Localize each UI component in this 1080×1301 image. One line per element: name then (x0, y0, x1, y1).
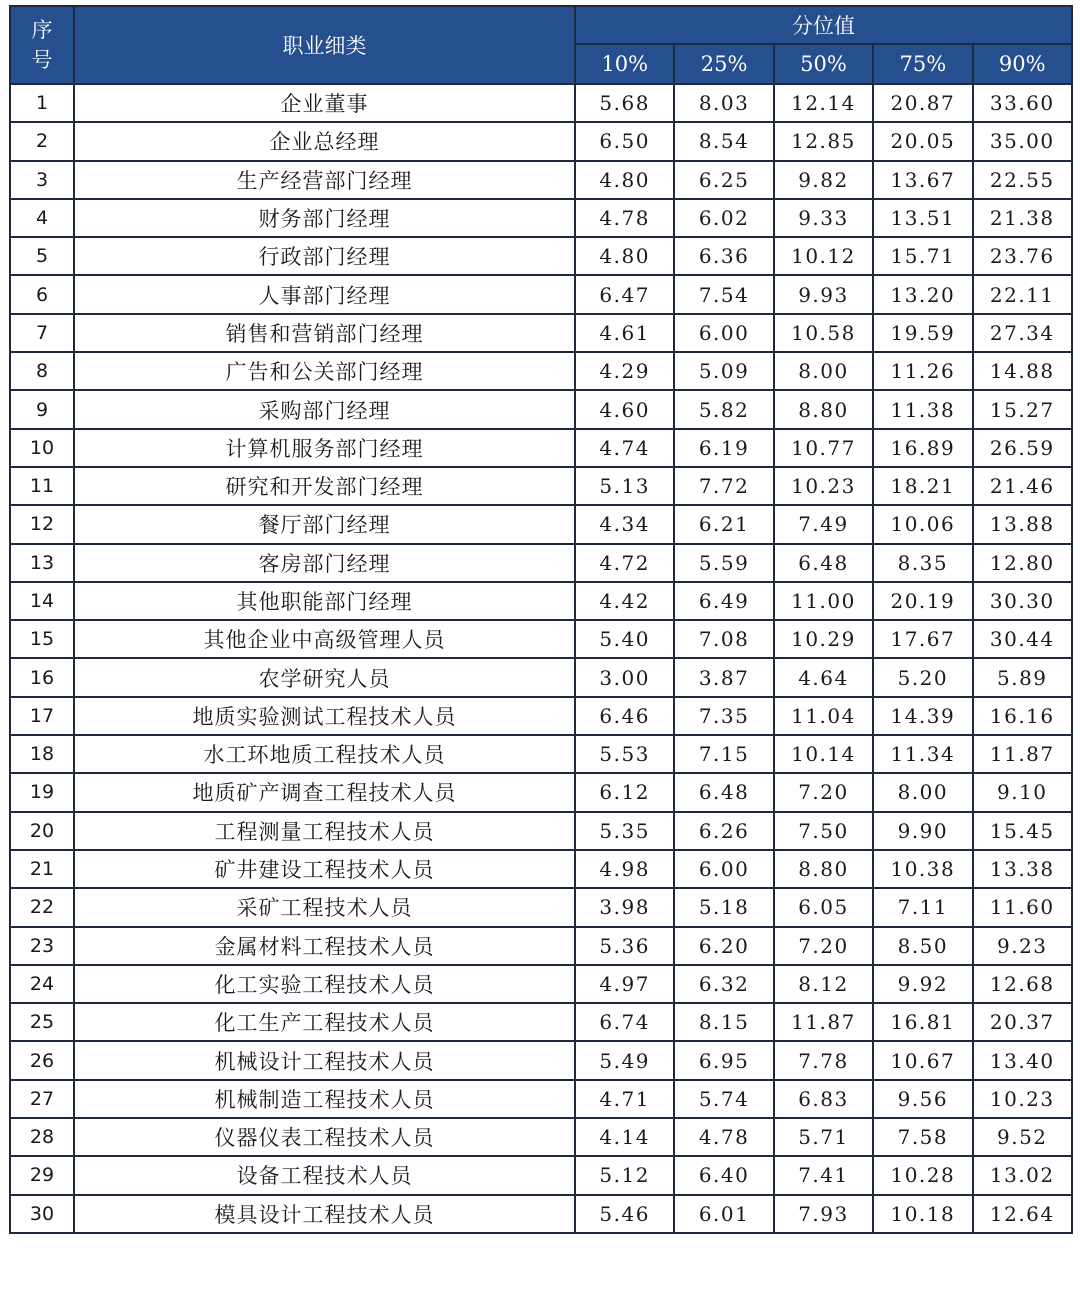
occupation-name: 人事部门经理 (74, 275, 575, 313)
percentile-value: 9.93 (774, 275, 873, 313)
percentile-header-2: 50% (774, 44, 873, 84)
table-row (10, 199, 1072, 237)
table-row (10, 505, 1072, 543)
table-row (10, 1041, 1072, 1079)
percentile-value: 13.02 (973, 1156, 1072, 1194)
percentile-value: 9.90 (873, 812, 972, 850)
percentile-value: 9.23 (973, 927, 1072, 965)
table-row (10, 429, 1072, 467)
row-index: 2 (10, 122, 74, 160)
occupation-name: 水工环地质工程技术人员 (74, 735, 575, 773)
occupation-name: 行政部门经理 (74, 237, 575, 275)
row-index: 22 (10, 888, 74, 926)
percentile-value: 4.98 (575, 850, 674, 888)
table-header (10, 6, 1072, 84)
row-index: 5 (10, 237, 74, 275)
percentile-value: 8.00 (774, 352, 873, 390)
percentile-value: 16.16 (973, 697, 1072, 735)
occupation-column-header: 职业细类 (74, 6, 575, 84)
row-index: 25 (10, 1003, 74, 1041)
percentile-value: 6.95 (674, 1041, 773, 1079)
occupation-name: 金属材料工程技术人员 (74, 927, 575, 965)
percentile-value: 4.71 (575, 1080, 674, 1118)
percentile-value: 6.00 (674, 314, 773, 352)
percentile-value: 8.54 (674, 122, 773, 160)
percentile-value: 6.48 (674, 773, 773, 811)
percentile-value: 22.55 (973, 161, 1072, 199)
table-row (10, 352, 1072, 390)
percentile-value: 8.35 (873, 544, 972, 582)
percentile-value: 5.12 (575, 1156, 674, 1194)
percentile-value: 11.00 (774, 582, 873, 620)
table-row (10, 1195, 1072, 1233)
percentile-value: 9.92 (873, 965, 972, 1003)
occupation-name: 模具设计工程技术人员 (74, 1195, 575, 1233)
percentile-value: 6.00 (674, 850, 773, 888)
percentile-value: 5.40 (575, 620, 674, 658)
percentile-value: 7.93 (774, 1195, 873, 1233)
table-row (10, 1003, 1072, 1041)
percentile-value: 4.34 (575, 505, 674, 543)
row-index: 19 (10, 773, 74, 811)
percentile-value: 11.38 (873, 390, 972, 428)
percentile-value: 6.40 (674, 1156, 773, 1194)
percentile-value: 9.82 (774, 161, 873, 199)
percentile-value: 4.72 (575, 544, 674, 582)
percentile-value: 10.23 (774, 467, 873, 505)
occupation-name: 化工实验工程技术人员 (74, 965, 575, 1003)
percentile-value: 6.26 (674, 812, 773, 850)
percentile-value: 4.61 (575, 314, 674, 352)
occupation-name: 矿井建设工程技术人员 (74, 850, 575, 888)
percentile-value: 5.74 (674, 1080, 773, 1118)
percentile-value: 3.00 (575, 658, 674, 696)
table-row (10, 697, 1072, 735)
percentile-value: 15.71 (873, 237, 972, 275)
row-index: 1 (10, 84, 74, 122)
percentile-value: 11.34 (873, 735, 972, 773)
table-row (10, 467, 1072, 505)
percentile-value: 23.76 (973, 237, 1072, 275)
percentile-value: 4.78 (575, 199, 674, 237)
percentile-value: 4.29 (575, 352, 674, 390)
percentile-value: 18.21 (873, 467, 972, 505)
percentile-value: 30.44 (973, 620, 1072, 658)
row-index: 11 (10, 467, 74, 505)
row-index: 27 (10, 1080, 74, 1118)
table-row (10, 544, 1072, 582)
row-index: 12 (10, 505, 74, 543)
percentile-value: 8.00 (873, 773, 972, 811)
percentile-value: 13.51 (873, 199, 972, 237)
percentile-value: 4.74 (575, 429, 674, 467)
occupation-name: 企业总经理 (74, 122, 575, 160)
occupation-name: 机械设计工程技术人员 (74, 1041, 575, 1079)
percentile-group-header: 分位值 (575, 6, 1072, 44)
occupation-name: 地质矿产调查工程技术人员 (74, 773, 575, 811)
percentile-value: 14.39 (873, 697, 972, 735)
table-row (10, 888, 1072, 926)
occupation-name: 计算机服务部门经理 (74, 429, 575, 467)
percentile-value: 10.77 (774, 429, 873, 467)
percentile-value: 10.58 (774, 314, 873, 352)
percentile-value: 6.02 (674, 199, 773, 237)
percentile-value: 4.42 (575, 582, 674, 620)
percentile-value: 27.34 (973, 314, 1072, 352)
table-row (10, 314, 1072, 352)
percentile-value: 7.11 (873, 888, 972, 926)
row-index: 24 (10, 965, 74, 1003)
percentile-value: 5.18 (674, 888, 773, 926)
percentile-value: 8.03 (674, 84, 773, 122)
occupation-name: 销售和营销部门经理 (74, 314, 575, 352)
percentile-value: 7.15 (674, 735, 773, 773)
occupation-name: 工程测量工程技术人员 (74, 812, 575, 850)
percentile-value: 9.52 (973, 1118, 1072, 1156)
percentile-value: 6.05 (774, 888, 873, 926)
occupation-name: 采矿工程技术人员 (74, 888, 575, 926)
percentile-value: 30.30 (973, 582, 1072, 620)
row-index: 21 (10, 850, 74, 888)
percentile-value: 7.08 (674, 620, 773, 658)
percentile-value: 20.05 (873, 122, 972, 160)
percentile-value: 26.59 (973, 429, 1072, 467)
occupation-name: 其他职能部门经理 (74, 582, 575, 620)
row-index: 17 (10, 697, 74, 735)
table-row (10, 1118, 1072, 1156)
percentile-value: 12.80 (973, 544, 1072, 582)
table-row (10, 620, 1072, 658)
percentile-value: 13.40 (973, 1041, 1072, 1079)
table-body (10, 84, 1072, 1233)
percentile-value: 6.21 (674, 505, 773, 543)
percentile-value: 9.33 (774, 199, 873, 237)
percentile-header-0: 10% (575, 44, 674, 84)
percentile-value: 9.10 (973, 773, 1072, 811)
occupation-name: 企业董事 (74, 84, 575, 122)
percentile-value: 5.71 (774, 1118, 873, 1156)
percentile-value: 22.11 (973, 275, 1072, 313)
percentile-value: 4.78 (674, 1118, 773, 1156)
percentile-value: 7.49 (774, 505, 873, 543)
percentile-value: 33.60 (973, 84, 1072, 122)
percentile-value: 4.97 (575, 965, 674, 1003)
percentile-value: 4.80 (575, 237, 674, 275)
index-header-line1: 序 (31, 18, 53, 42)
occupation-name: 机械制造工程技术人员 (74, 1080, 575, 1118)
occupation-name: 农学研究人员 (74, 658, 575, 696)
row-index: 28 (10, 1118, 74, 1156)
percentile-header-4: 90% (973, 44, 1072, 84)
row-index: 13 (10, 544, 74, 582)
percentile-value: 7.41 (774, 1156, 873, 1194)
row-index: 23 (10, 927, 74, 965)
table-row (10, 237, 1072, 275)
table-row (10, 965, 1072, 1003)
row-index: 26 (10, 1041, 74, 1079)
table-row (10, 275, 1072, 313)
percentile-value: 11.87 (973, 735, 1072, 773)
percentile-value: 6.32 (674, 965, 773, 1003)
percentile-value: 4.64 (774, 658, 873, 696)
percentile-value: 6.12 (575, 773, 674, 811)
percentile-value: 8.12 (774, 965, 873, 1003)
percentile-value: 6.48 (774, 544, 873, 582)
percentile-value: 8.80 (774, 390, 873, 428)
percentile-value: 10.06 (873, 505, 972, 543)
percentile-value: 4.14 (575, 1118, 674, 1156)
row-index: 16 (10, 658, 74, 696)
percentile-value: 11.04 (774, 697, 873, 735)
percentile-header-3: 75% (873, 44, 972, 84)
percentile-value: 15.27 (973, 390, 1072, 428)
percentile-value: 16.81 (873, 1003, 972, 1041)
percentile-value: 11.87 (774, 1003, 873, 1041)
row-index: 7 (10, 314, 74, 352)
row-index: 8 (10, 352, 74, 390)
table-row (10, 1080, 1072, 1118)
occupation-name: 其他企业中高级管理人员 (74, 620, 575, 658)
percentile-value: 6.49 (674, 582, 773, 620)
percentile-value: 10.29 (774, 620, 873, 658)
percentile-value: 3.98 (575, 888, 674, 926)
percentile-value: 21.46 (973, 467, 1072, 505)
percentile-value: 8.50 (873, 927, 972, 965)
occupation-name: 生产经营部门经理 (74, 161, 575, 199)
percentile-value: 35.00 (973, 122, 1072, 160)
percentile-value: 6.47 (575, 275, 674, 313)
percentile-value: 13.88 (973, 505, 1072, 543)
row-index: 6 (10, 275, 74, 313)
percentile-value: 6.83 (774, 1080, 873, 1118)
occupation-name: 化工生产工程技术人员 (74, 1003, 575, 1041)
percentile-value: 14.88 (973, 352, 1072, 390)
row-index: 14 (10, 582, 74, 620)
table-row (10, 84, 1072, 122)
occupation-name: 仪器仪表工程技术人员 (74, 1118, 575, 1156)
percentile-value: 4.80 (575, 161, 674, 199)
occupation-name: 采购部门经理 (74, 390, 575, 428)
percentile-value: 5.89 (973, 658, 1072, 696)
percentile-value: 7.58 (873, 1118, 972, 1156)
row-index: 9 (10, 390, 74, 428)
table-row (10, 812, 1072, 850)
percentile-value: 15.45 (973, 812, 1072, 850)
percentile-value: 11.26 (873, 352, 972, 390)
percentile-value: 4.60 (575, 390, 674, 428)
percentile-value: 20.87 (873, 84, 972, 122)
percentile-value: 12.85 (774, 122, 873, 160)
percentile-value: 6.74 (575, 1003, 674, 1041)
percentile-value: 16.89 (873, 429, 972, 467)
percentile-value: 6.50 (575, 122, 674, 160)
row-index: 15 (10, 620, 74, 658)
table-row (10, 735, 1072, 773)
table-row (10, 582, 1072, 620)
percentile-value: 6.19 (674, 429, 773, 467)
occupation-name: 设备工程技术人员 (74, 1156, 575, 1194)
row-index: 20 (10, 812, 74, 850)
percentile-value: 8.15 (674, 1003, 773, 1041)
row-index: 4 (10, 199, 74, 237)
table-row (10, 927, 1072, 965)
row-index: 29 (10, 1156, 74, 1194)
percentile-value: 10.18 (873, 1195, 972, 1233)
percentile-value: 5.09 (674, 352, 773, 390)
table-row (10, 161, 1072, 199)
wage-percentile-table (9, 5, 1073, 1234)
percentile-value: 5.20 (873, 658, 972, 696)
percentile-value: 21.38 (973, 199, 1072, 237)
percentile-value: 5.68 (575, 84, 674, 122)
percentile-value: 5.59 (674, 544, 773, 582)
percentile-value: 5.35 (575, 812, 674, 850)
percentile-value: 20.19 (873, 582, 972, 620)
table-row (10, 773, 1072, 811)
percentile-value: 7.54 (674, 275, 773, 313)
percentile-value: 7.78 (774, 1041, 873, 1079)
row-index: 18 (10, 735, 74, 773)
percentile-value: 17.67 (873, 620, 972, 658)
percentile-value: 9.56 (873, 1080, 972, 1118)
percentile-value: 7.20 (774, 927, 873, 965)
index-header-line2: 号 (31, 48, 53, 72)
percentile-value: 3.87 (674, 658, 773, 696)
table-row (10, 658, 1072, 696)
table-row (10, 390, 1072, 428)
percentile-value: 8.80 (774, 850, 873, 888)
percentile-value: 10.28 (873, 1156, 972, 1194)
percentile-value: 19.59 (873, 314, 972, 352)
percentile-value: 10.23 (973, 1080, 1072, 1118)
occupation-name: 餐厅部门经理 (74, 505, 575, 543)
percentile-value: 6.46 (575, 697, 674, 735)
percentile-value: 20.37 (973, 1003, 1072, 1041)
percentile-value: 6.01 (674, 1195, 773, 1233)
occupation-name: 地质实验测试工程技术人员 (74, 697, 575, 735)
table-row (10, 1156, 1072, 1194)
index-column-header (10, 6, 74, 84)
occupation-name: 研究和开发部门经理 (74, 467, 575, 505)
percentile-value: 13.38 (973, 850, 1072, 888)
percentile-value: 7.72 (674, 467, 773, 505)
percentile-value: 12.68 (973, 965, 1072, 1003)
percentile-value: 5.46 (575, 1195, 674, 1233)
row-index: 10 (10, 429, 74, 467)
percentile-value: 13.67 (873, 161, 972, 199)
percentile-value: 12.64 (973, 1195, 1072, 1233)
percentile-value: 6.20 (674, 927, 773, 965)
percentile-value: 5.36 (575, 927, 674, 965)
percentile-value: 5.49 (575, 1041, 674, 1079)
percentile-header-1: 25% (674, 44, 773, 84)
percentile-value: 11.60 (973, 888, 1072, 926)
percentile-value: 7.35 (674, 697, 773, 735)
percentile-value: 5.82 (674, 390, 773, 428)
percentile-value: 6.36 (674, 237, 773, 275)
percentile-value: 6.25 (674, 161, 773, 199)
percentile-value: 10.14 (774, 735, 873, 773)
percentile-value: 5.13 (575, 467, 674, 505)
row-index: 3 (10, 161, 74, 199)
percentile-value: 13.20 (873, 275, 972, 313)
percentile-value: 7.20 (774, 773, 873, 811)
header-row-top (10, 6, 1072, 44)
occupation-name: 客房部门经理 (74, 544, 575, 582)
percentile-value: 5.53 (575, 735, 674, 773)
occupation-name: 财务部门经理 (74, 199, 575, 237)
percentile-value: 10.12 (774, 237, 873, 275)
occupation-name: 广告和公关部门经理 (74, 352, 575, 390)
row-index: 30 (10, 1195, 74, 1233)
percentile-value: 10.38 (873, 850, 972, 888)
percentile-value: 10.67 (873, 1041, 972, 1079)
table-row (10, 850, 1072, 888)
percentile-value: 7.50 (774, 812, 873, 850)
table-row (10, 122, 1072, 160)
percentile-value: 12.14 (774, 84, 873, 122)
